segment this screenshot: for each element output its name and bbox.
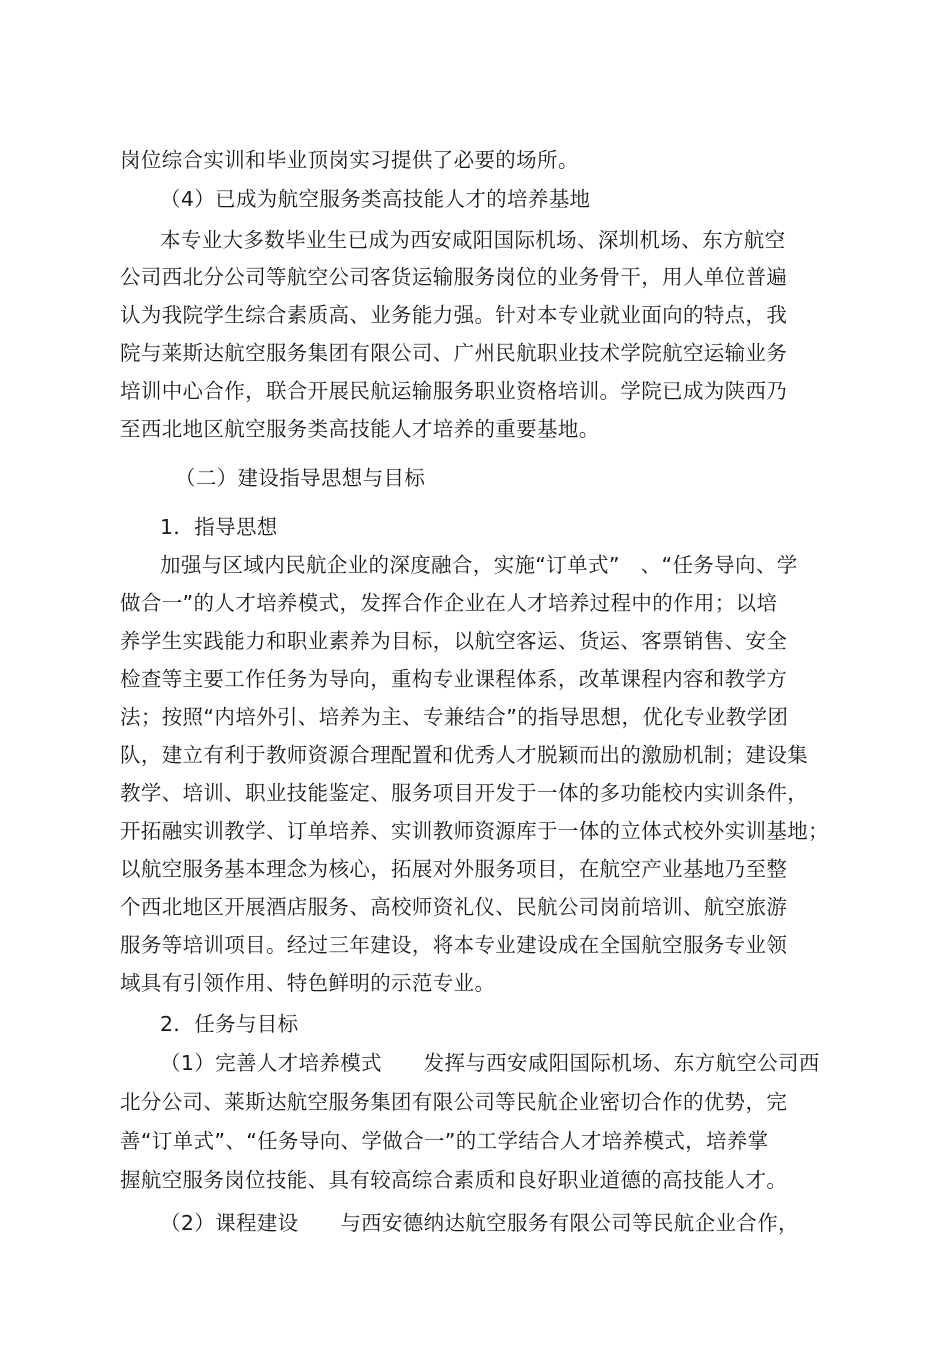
subheading: 2．任务与目标 [160, 1012, 299, 1036]
paragraph-line: 认为我院学生综合素质高、业务能力强。针对本专业就业面向的特点，我 [120, 303, 788, 327]
section-heading: （二）建设指导思想与目标 [175, 466, 426, 490]
paragraph-line: （2）课程建设 与西安德纳达航空服务有限公司等民航企业合作， [160, 1211, 799, 1235]
paragraph-line: 做合一”的人才培养模式，发挥合作企业在人才培养过程中的作用；以培 [120, 591, 778, 615]
paragraph-line: 北分公司、莱斯达航空服务集团有限公司等民航企业密切合作的优势，完 [120, 1090, 788, 1114]
paragraph-line: 检查等主要工作任务为导向，重构专业课程体系，改革课程内容和教学方 [120, 667, 788, 691]
paragraph-line: 岗位综合实训和毕业顶岗实习提供了必要的场所。 [120, 148, 579, 172]
paragraph-line: 加强与区域内民航企业的深度融合，实施“订单式” 、“任务导向、学 [160, 553, 798, 577]
paragraph-line: 善“订单式”、“任务导向、学做合一”的工学结合人才培养模式，培养掌 [120, 1129, 769, 1153]
subheading: （4）已成为航空服务类高技能人才的培养基地 [160, 187, 591, 211]
paragraph-line: 培训中心合作，联合开展民航运输服务职业资格培训。学院已成为陕西乃 [120, 379, 788, 403]
subheading: 1．指导思想 [160, 515, 278, 539]
paragraph-line: 握航空服务岗位技能、具有较高综合素质和良好职业道德的高技能人才。 [120, 1168, 788, 1192]
paragraph-line: 院与莱斯达航空服务集团有限公司、广州民航职业技术学院航空运输业务 [120, 341, 788, 365]
paragraph-line: 个西北地区开展酒店服务、高校师资礼仪、民航公司岗前培训、航空旅游 [120, 895, 788, 919]
paragraph-line: 以航空服务基本理念为核心，拓展对外服务项目，在航空产业基地乃至整 [120, 857, 788, 881]
paragraph-line: 服务等培训项目。经过三年建设，将本专业建设成在全国航空服务专业领 [120, 933, 788, 957]
paragraph-line: （1）完善人才培养模式 发挥与西安咸阳国际机场、东方航空公司西 [160, 1051, 820, 1075]
paragraph-line: 法；按照“内培外引、培养为主、专兼结合”的指导思想，优化专业教学团 [120, 705, 789, 729]
paragraph-line: 队，建立有利于教师资源合理配置和优秀人才脱颖而出的激励机制；建设集 [120, 743, 809, 767]
paragraph-line: 公司西北分公司等航空公司客货运输服务岗位的业务骨干，用人单位普遍 [120, 265, 788, 289]
paragraph-line: 至西北地区航空服务类高技能人才培养的重要基地。 [120, 417, 600, 441]
paragraph-line: 本专业大多数毕业生已成为西安咸阳国际机场、深圳机场、东方航空 [160, 228, 786, 252]
paragraph-line: 开拓融实训教学、订单培养、实训教师资源库于一体的立体式校外实训基地； [120, 819, 829, 843]
paragraph-line: 教学、培训、职业技能鉴定、服务项目开发于一体的多功能校内实训条件， [120, 781, 809, 805]
paragraph-line: 域具有引领作用、特色鲜明的示范专业。 [120, 971, 496, 995]
paragraph-line: 养学生实践能力和职业素养为目标，以航空客运、货运、客票销售、安全 [120, 629, 788, 653]
